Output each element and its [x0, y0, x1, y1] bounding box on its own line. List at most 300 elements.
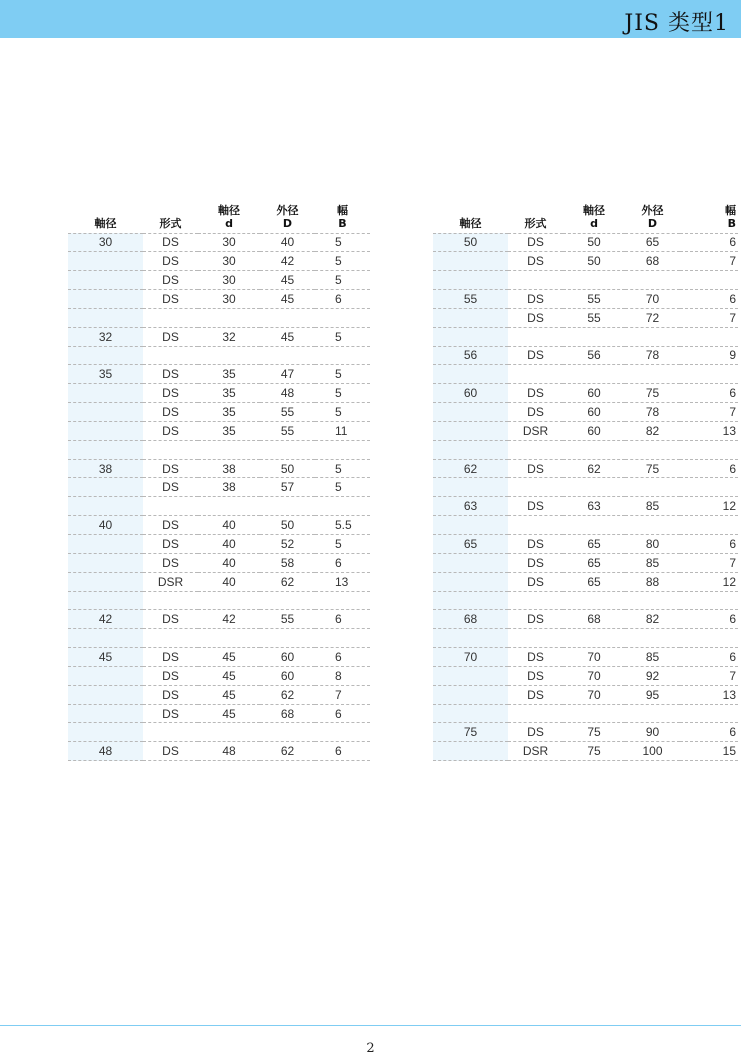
cell-outer-d [260, 346, 315, 365]
cell-type: DS [143, 421, 198, 440]
cell-type: DS [143, 704, 198, 723]
cell-outer-d: 47 [260, 365, 315, 384]
cell-width-b: 11 [315, 421, 370, 440]
cell-outer-d [625, 591, 680, 610]
cell-outer-d: 72 [625, 308, 680, 327]
cell-shaft-d: 60 [563, 384, 625, 403]
cell-shaft-size [433, 478, 508, 497]
table-row [68, 497, 370, 516]
cell-shaft-d [198, 308, 260, 327]
cell-type: DS [508, 666, 563, 685]
table-row [68, 290, 370, 309]
cell-width-b: 6 [680, 535, 738, 554]
table-row [68, 459, 370, 478]
cell-outer-d: 85 [625, 497, 680, 516]
cell-outer-d [625, 327, 680, 346]
table-row [68, 327, 370, 346]
cell-shaft-d [198, 629, 260, 648]
cell-shaft-size: 60 [433, 384, 508, 403]
cell-shaft-size: 62 [433, 459, 508, 478]
cell-outer-d: 78 [625, 346, 680, 365]
table-row [433, 572, 738, 591]
cell-outer-d: 48 [260, 384, 315, 403]
cell-shaft-size: 35 [68, 365, 143, 384]
cell-shaft-d [563, 271, 625, 290]
cell-shaft-size [68, 421, 143, 440]
cell-type [508, 704, 563, 723]
cell-width-b: 6 [680, 610, 738, 629]
cell-width-b: 7 [680, 252, 738, 271]
cell-shaft-size [68, 290, 143, 309]
cell-type: DS [143, 610, 198, 629]
cell-outer-d: 90 [625, 723, 680, 742]
cell-shaft-size [433, 403, 508, 422]
cell-outer-d: 50 [260, 516, 315, 535]
cell-outer-d: 62 [260, 742, 315, 761]
table-row [433, 591, 738, 610]
cell-shaft-size [68, 685, 143, 704]
cell-shaft-d: 48 [198, 742, 260, 761]
cell-type [143, 591, 198, 610]
cell-shaft-d: 38 [198, 459, 260, 478]
cell-width-b: 15 [680, 742, 738, 761]
cell-width-b: 5 [315, 271, 370, 290]
cell-shaft-d: 40 [198, 516, 260, 535]
table-row [433, 723, 738, 742]
cell-outer-d: 75 [625, 459, 680, 478]
table-row [433, 308, 738, 327]
cell-outer-d [260, 591, 315, 610]
cell-type: DS [143, 535, 198, 554]
cell-outer-d: 78 [625, 403, 680, 422]
table-header-row [68, 200, 370, 233]
cell-width-b: 6 [680, 233, 738, 252]
cell-type: DS [143, 459, 198, 478]
cell-shaft-d: 35 [198, 384, 260, 403]
cell-type: DS [143, 365, 198, 384]
table-row [68, 723, 370, 742]
cell-outer-d: 68 [260, 704, 315, 723]
cell-shaft-size [433, 308, 508, 327]
cell-type [508, 440, 563, 459]
cell-shaft-d [198, 346, 260, 365]
table-row [68, 440, 370, 459]
cell-shaft-size: 38 [68, 459, 143, 478]
cell-shaft-size [68, 666, 143, 685]
footer-divider [0, 1025, 741, 1026]
cell-outer-d [260, 497, 315, 516]
cell-outer-d: 60 [260, 666, 315, 685]
cell-type: DS [508, 723, 563, 742]
cell-type: DS [508, 497, 563, 516]
cell-width-b [315, 308, 370, 327]
cell-type: DS [143, 384, 198, 403]
cell-width-b: 5 [315, 252, 370, 271]
table-row [68, 742, 370, 761]
cell-shaft-size [68, 346, 143, 365]
cell-shaft-d: 65 [563, 572, 625, 591]
table-row [433, 685, 738, 704]
cell-shaft-d: 55 [563, 290, 625, 309]
table-row [433, 252, 738, 271]
cell-outer-d: 70 [625, 290, 680, 309]
cell-shaft-size [433, 553, 508, 572]
cell-type [143, 308, 198, 327]
table-row [433, 384, 738, 403]
cell-outer-d: 62 [260, 685, 315, 704]
cell-shaft-size: 50 [433, 233, 508, 252]
cell-width-b [680, 327, 738, 346]
cell-width-b: 5 [315, 365, 370, 384]
cell-type: DS [143, 327, 198, 346]
cell-shaft-d [563, 440, 625, 459]
cell-outer-d: 95 [625, 685, 680, 704]
cell-type: DS [143, 478, 198, 497]
table-row [68, 365, 370, 384]
cell-outer-d: 60 [260, 648, 315, 667]
cell-shaft-d: 62 [563, 459, 625, 478]
seal-size-table-left [68, 200, 370, 761]
table-body-right [433, 233, 738, 761]
table-row [433, 327, 738, 346]
table-row [433, 271, 738, 290]
cell-shaft-size: 63 [433, 497, 508, 516]
cell-type [508, 516, 563, 535]
cell-shaft-d: 35 [198, 421, 260, 440]
cell-shaft-size [433, 421, 508, 440]
cell-width-b: 5 [315, 327, 370, 346]
header-bar [0, 0, 741, 38]
cell-type [143, 723, 198, 742]
cell-shaft-size: 68 [433, 610, 508, 629]
cell-shaft-d: 35 [198, 403, 260, 422]
table-row [433, 459, 738, 478]
cell-width-b: 12 [680, 497, 738, 516]
cell-type: DSR [508, 742, 563, 761]
cell-outer-d [625, 629, 680, 648]
cell-type: DS [143, 648, 198, 667]
cell-type [143, 497, 198, 516]
cell-outer-d: 92 [625, 666, 680, 685]
cell-shaft-d: 60 [563, 421, 625, 440]
table-row [68, 610, 370, 629]
table-row [68, 478, 370, 497]
cell-outer-d: 100 [625, 742, 680, 761]
table-header-row [433, 200, 738, 233]
cell-shaft-d: 70 [563, 648, 625, 667]
cell-width-b: 5 [315, 233, 370, 252]
cell-shaft-size: 56 [433, 346, 508, 365]
cell-shaft-size: 48 [68, 742, 143, 761]
cell-width-b [680, 516, 738, 535]
cell-outer-d [625, 516, 680, 535]
cell-type: DS [508, 233, 563, 252]
cell-width-b: 7 [680, 308, 738, 327]
cell-width-b: 6 [680, 290, 738, 309]
cell-type: DS [143, 233, 198, 252]
cell-width-b: 13 [680, 421, 738, 440]
cell-shaft-size [68, 308, 143, 327]
table-row [433, 610, 738, 629]
table-row [68, 346, 370, 365]
cell-shaft-d: 45 [198, 685, 260, 704]
cell-shaft-d [563, 516, 625, 535]
cell-width-b: 13 [680, 685, 738, 704]
cell-width-b: 9 [680, 346, 738, 365]
table-row [68, 591, 370, 610]
table-row [68, 421, 370, 440]
cell-outer-d: 85 [625, 648, 680, 667]
cell-shaft-size [68, 704, 143, 723]
cell-outer-d: 55 [260, 610, 315, 629]
table-row [433, 233, 738, 252]
cell-shaft-size: 45 [68, 648, 143, 667]
column-header-type: 形式 [143, 200, 198, 233]
table-row [433, 290, 738, 309]
cell-width-b: 5 [315, 535, 370, 554]
cell-type [508, 271, 563, 290]
cell-shaft-size: 42 [68, 610, 143, 629]
cell-outer-d [260, 440, 315, 459]
cell-shaft-d: 55 [563, 308, 625, 327]
page-number: 2 [366, 1041, 375, 1056]
table-row [68, 516, 370, 535]
cell-shaft-size [68, 535, 143, 554]
table-row [68, 252, 370, 271]
cell-type [143, 440, 198, 459]
cell-shaft-size [68, 252, 143, 271]
cell-shaft-size [433, 704, 508, 723]
cell-type: DSR [143, 572, 198, 591]
column-header-outer-d: 外径 D [625, 200, 680, 233]
cell-type: DS [508, 610, 563, 629]
table-row [68, 233, 370, 252]
column-header-shaft-size: 軸径 [68, 200, 143, 233]
table-row [433, 497, 738, 516]
cell-type: DS [508, 290, 563, 309]
cell-shaft-size [433, 516, 508, 535]
cell-shaft-d: 65 [563, 553, 625, 572]
cell-shaft-size [433, 252, 508, 271]
cell-shaft-d: 40 [198, 535, 260, 554]
table-row [433, 535, 738, 554]
cell-type [508, 478, 563, 497]
cell-shaft-size: 55 [433, 290, 508, 309]
cell-width-b [315, 440, 370, 459]
cell-shaft-size [433, 742, 508, 761]
cell-shaft-size [433, 629, 508, 648]
cell-outer-d: 50 [260, 459, 315, 478]
table-row [433, 516, 738, 535]
table-row [433, 742, 738, 761]
cell-width-b [680, 629, 738, 648]
cell-width-b [315, 591, 370, 610]
cell-width-b: 7 [315, 685, 370, 704]
cell-type: DS [508, 685, 563, 704]
cell-shaft-size [433, 365, 508, 384]
cell-width-b: 5 [315, 384, 370, 403]
cell-width-b [680, 591, 738, 610]
cell-shaft-d: 35 [198, 365, 260, 384]
cell-outer-d [625, 271, 680, 290]
cell-type: DS [508, 553, 563, 572]
cell-width-b [315, 723, 370, 742]
table-row [433, 553, 738, 572]
column-header-type: 形式 [508, 200, 563, 233]
cell-shaft-d: 32 [198, 327, 260, 346]
cell-width-b [680, 365, 738, 384]
table-row [68, 648, 370, 667]
cell-type [508, 629, 563, 648]
cell-width-b: 6 [680, 384, 738, 403]
cell-type: DS [143, 742, 198, 761]
cell-outer-d [625, 365, 680, 384]
cell-outer-d: 88 [625, 572, 680, 591]
cell-shaft-d: 68 [563, 610, 625, 629]
table-row [433, 365, 738, 384]
table-row [68, 384, 370, 403]
cell-width-b: 5 [315, 403, 370, 422]
cell-outer-d: 82 [625, 610, 680, 629]
cell-outer-d: 62 [260, 572, 315, 591]
cell-shaft-size [68, 497, 143, 516]
cell-width-b: 5 [315, 478, 370, 497]
cell-shaft-size [433, 666, 508, 685]
cell-outer-d: 80 [625, 535, 680, 554]
table-row [433, 403, 738, 422]
cell-width-b: 12 [680, 572, 738, 591]
cell-type [508, 365, 563, 384]
cell-shaft-size [433, 440, 508, 459]
cell-shaft-size: 30 [68, 233, 143, 252]
cell-width-b: 6 [680, 648, 738, 667]
cell-shaft-size [433, 271, 508, 290]
table-row [433, 648, 738, 667]
cell-shaft-d: 30 [198, 233, 260, 252]
cell-shaft-size [68, 384, 143, 403]
cell-shaft-size [68, 271, 143, 290]
cell-shaft-d: 63 [563, 497, 625, 516]
table-body-left [68, 233, 370, 761]
cell-shaft-d [563, 327, 625, 346]
cell-outer-d: 75 [625, 384, 680, 403]
cell-shaft-size [68, 572, 143, 591]
cell-outer-d: 55 [260, 421, 315, 440]
cell-shaft-size [68, 478, 143, 497]
cell-shaft-size [433, 572, 508, 591]
table-row [68, 666, 370, 685]
table-row [68, 572, 370, 591]
cell-shaft-d: 30 [198, 271, 260, 290]
cell-type [508, 591, 563, 610]
cell-type: DS [508, 459, 563, 478]
cell-width-b [680, 440, 738, 459]
cell-type: DS [143, 290, 198, 309]
cell-shaft-d [563, 629, 625, 648]
cell-width-b: 7 [680, 553, 738, 572]
cell-shaft-d: 75 [563, 742, 625, 761]
table-row [68, 704, 370, 723]
table-row [433, 704, 738, 723]
cell-type: DS [143, 271, 198, 290]
cell-outer-d [260, 308, 315, 327]
cell-shaft-size: 65 [433, 535, 508, 554]
cell-width-b: 5.5 [315, 516, 370, 535]
table-row [68, 629, 370, 648]
cell-shaft-size [68, 591, 143, 610]
cell-shaft-d: 75 [563, 723, 625, 742]
cell-type: DS [508, 572, 563, 591]
cell-shaft-size [433, 327, 508, 346]
cell-outer-d: 65 [625, 233, 680, 252]
cell-type [143, 346, 198, 365]
cell-shaft-size: 75 [433, 723, 508, 742]
cell-width-b: 6 [315, 648, 370, 667]
cell-outer-d [625, 704, 680, 723]
cell-outer-d: 68 [625, 252, 680, 271]
cell-outer-d: 52 [260, 535, 315, 554]
cell-width-b: 8 [315, 666, 370, 685]
cell-outer-d: 42 [260, 252, 315, 271]
cell-outer-d [260, 723, 315, 742]
cell-width-b [680, 271, 738, 290]
column-header-width-b: 幅 B [680, 200, 738, 233]
cell-type: DS [508, 535, 563, 554]
cell-type: DS [508, 308, 563, 327]
cell-type [508, 327, 563, 346]
cell-type: DS [143, 685, 198, 704]
cell-shaft-d [563, 365, 625, 384]
cell-width-b [315, 497, 370, 516]
cell-shaft-d: 56 [563, 346, 625, 365]
seal-size-table-right [433, 200, 738, 761]
cell-type: DS [508, 403, 563, 422]
cell-shaft-d [198, 723, 260, 742]
cell-type: DS [143, 666, 198, 685]
cell-shaft-d [198, 440, 260, 459]
cell-outer-d: 58 [260, 553, 315, 572]
cell-width-b: 6 [315, 290, 370, 309]
cell-width-b: 6 [680, 459, 738, 478]
cell-width-b: 6 [315, 553, 370, 572]
cell-outer-d: 40 [260, 233, 315, 252]
table-row [433, 421, 738, 440]
cell-shaft-d: 38 [198, 478, 260, 497]
cell-width-b [315, 629, 370, 648]
cell-shaft-d [563, 591, 625, 610]
cell-type: DS [143, 403, 198, 422]
cell-width-b [315, 346, 370, 365]
cell-type: DS [143, 252, 198, 271]
cell-outer-d: 82 [625, 421, 680, 440]
cell-shaft-size [68, 629, 143, 648]
column-header-shaft-d: 軸径 d [563, 200, 625, 233]
cell-shaft-d: 60 [563, 403, 625, 422]
cell-shaft-d: 45 [198, 704, 260, 723]
table-row [433, 629, 738, 648]
cell-outer-d: 45 [260, 327, 315, 346]
cell-shaft-d [198, 591, 260, 610]
cell-type: DS [508, 346, 563, 365]
cell-shaft-d: 50 [563, 252, 625, 271]
cell-outer-d: 45 [260, 290, 315, 309]
page-title: JIS 类型1 [624, 11, 729, 36]
cell-shaft-size: 70 [433, 648, 508, 667]
cell-width-b [680, 478, 738, 497]
table-row [433, 478, 738, 497]
cell-outer-d [625, 478, 680, 497]
cell-shaft-d: 50 [563, 233, 625, 252]
